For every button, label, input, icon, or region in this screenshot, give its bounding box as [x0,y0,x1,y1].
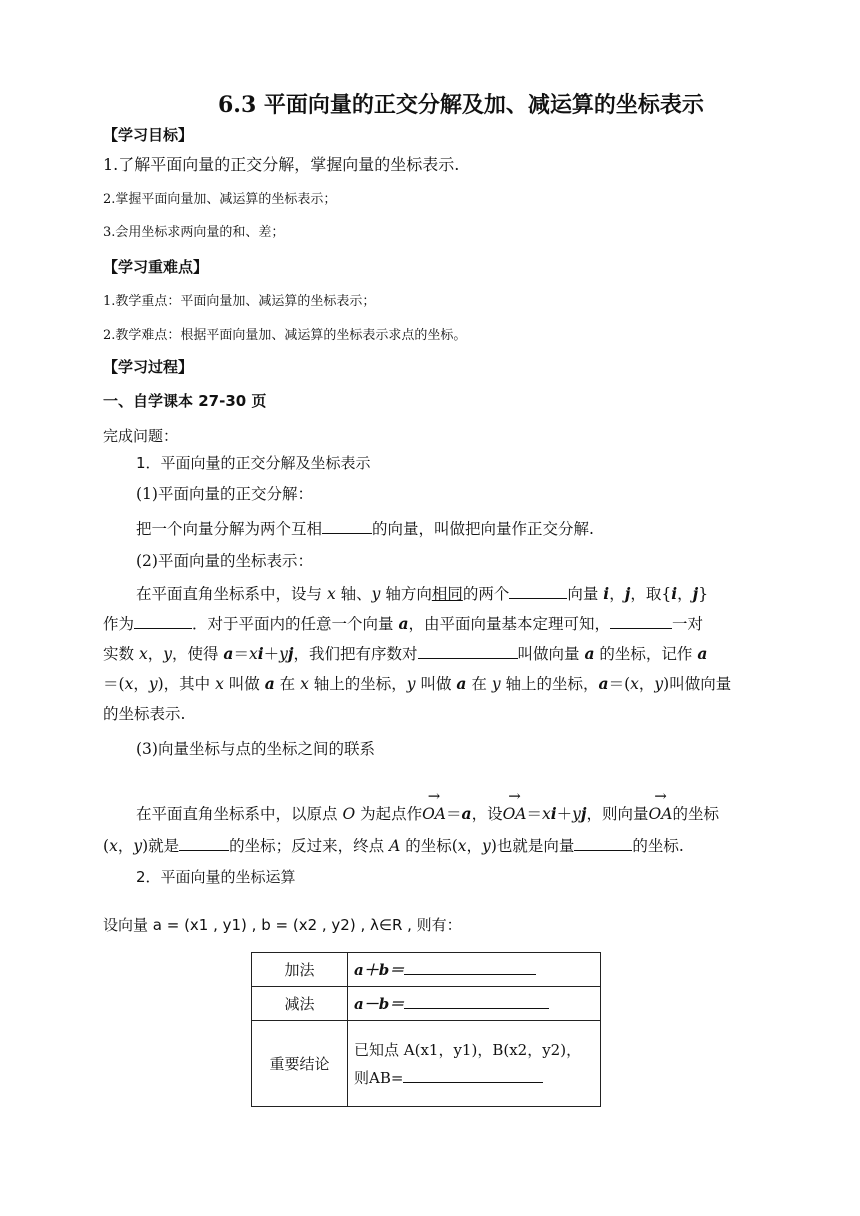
goal-item-2: 2.掌握平面向量加、减运算的坐标表示； [103,192,337,207]
page-title: 6.3 平面向量的正交分解及加、减运算的坐标表示 [218,92,704,118]
keypoint-item-1: 1.教学重点：平面向量加、减运算的坐标表示； [103,294,376,309]
q1-3-line1: 在平面直角坐标系中，以原点 O 为起点作→ OA＝a，设→ OA＝xi＋yj，则向量→ OA的坐标 [136,800,719,828]
ops-intro: 设向量 a = (x1 , y1) , b = (x2 , y2) , λ∈R , 则有： [103,916,462,934]
q1-1-title: (1)平面向量的正交分解： [136,485,313,503]
q1-2-line3: 实数 x，y，使得 a＝xi＋yj，我们把有序数对 叫做向量 a 的坐标，记作 a [103,644,708,663]
table-row [252,953,601,987]
table-label-add: 加法 [252,953,348,987]
goal-item-1: 1.了解平面向量的正交分解，掌握向量的坐标表示. [103,155,460,174]
q1-heading: 1．平面向量的正交分解及坐标表示 [136,454,371,472]
part1-heading: 一、自学课本 27-30 页 [103,392,267,410]
keypoint-item-2: 2.教学难点：根据平面向量加、减运算的坐标表示求点的坐标。 [103,328,467,343]
goals-heading: 【学习目标】 [103,126,194,144]
table-label-sub: 减法 [252,987,348,1021]
q1-1-text: 把一个向量分解为两个互相 的向量，叫做把向量作正交分解. [136,520,594,538]
goal-item-3: 3.会用坐标求两向量的和、差； [103,225,285,240]
table-row [252,1021,601,1107]
questions-label: 完成问题： [103,427,179,445]
keypoints-heading: 【学习重难点】 [103,258,209,276]
q1-2-line2: 作为 ．对于平面内的任意一个向量 a，由平面向量基本定理可知， 一对 [103,614,704,633]
q1-2-line5: 的坐标表示. [103,705,186,723]
q1-3-title: (3)向量坐标与点的坐标之间的联系 [136,740,375,758]
q1-2-title: (2)平面向量的坐标表示： [136,552,313,570]
table-row [252,987,601,1021]
q1-2-line1: 在平面直角坐标系中，设与 x 轴、y 轴方向相同的两个 向量 i，j，取{i，j} [136,584,709,603]
table-conclusion-content: 已知点 A(x1，y1)，B(x2，y2)，则AB= [354,1040,582,1087]
coordinate-ops-table [251,952,601,1107]
process-heading: 【学习过程】 [103,358,194,376]
q2-heading: 2．平面向量的坐标运算 [136,868,296,886]
table-sub-content: a－b＝ [354,995,405,1013]
table-label-conclusion: 重要结论 [252,1021,348,1107]
q1-2-line4: ＝(x，y)，其中 x 叫做 a 在 x 轴上的坐标，y 叫做 a 在 y 轴上的坐标，a＝(x，y)叫做向量 [103,674,732,693]
q1-3-line2: (x，y)就是 的坐标；反过来，终点 A 的坐标(x，y)也就是向量 的坐标. [103,837,684,855]
table-add-content: a＋b＝ [354,961,405,979]
